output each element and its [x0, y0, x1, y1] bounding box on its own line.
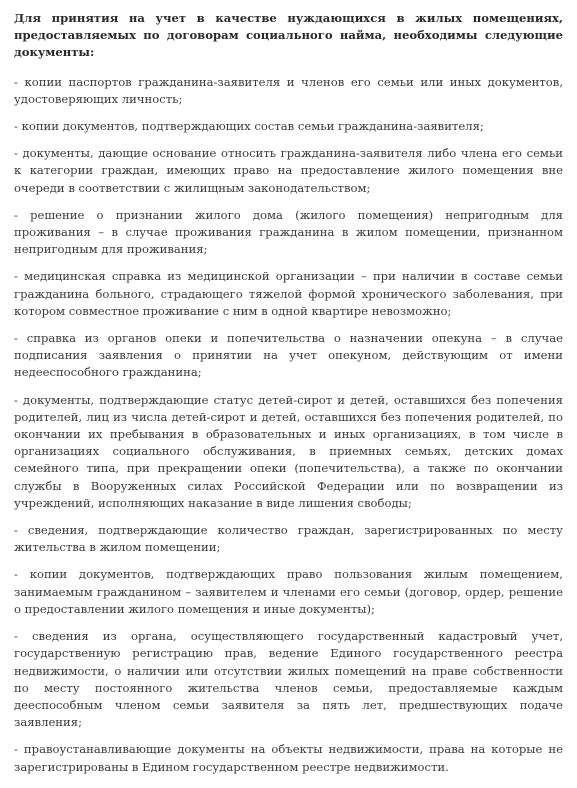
- separator: [14, 731, 563, 741]
- list-item: - правоустанавливающие документы на объекты недвижимости, права на которые не зарегистрированы в Едином государственном реестре недвижимости.: [14, 742, 563, 774]
- separator: [14, 108, 563, 118]
- separator: [14, 197, 563, 207]
- document-heading: Для принятия на учет в качестве нуждающихся в жилых помещениях, предоставляемых по договорам социального найма, необходимы следующие документы:: [14, 11, 563, 60]
- separator: [14, 556, 563, 566]
- separator: [14, 382, 563, 392]
- separator: [14, 64, 563, 74]
- separator: [14, 135, 563, 145]
- list-item: - копии паспортов гражданина-заявителя и членов его семьи или иных документов, удостоверяющих личность;: [14, 74, 563, 106]
- list-item: - сведения из органа, осуществляющего государственный кадастровый учет, государственную регистрацию прав, ведение Единого государственного реестра недвижимости, о наличии или отсутствии жилых помещений на праве собственности по месту постоянного жительства членов семьи, предоставляемые каждым дееспособным членом семьи заявителя за пять лет, предшествующих подаче заявления;: [14, 629, 563, 730]
- list-item: - сведения, подтверждающие количество граждан, зарегистрированных по месту жительства в жилом помещении;: [14, 523, 563, 555]
- list-item: - копии документов, подтверждающих право пользования жилым помещением, занимаемым гражданином – заявителем и членами его семьи (договор, ордер, решение о предоставлении жилого помещения и иные документы);: [14, 567, 563, 616]
- list-item: - решение о признании жилого дома (жилого помещения) непригодным для проживания – в случае проживания гражданина в жилом помещении, признанном непригодным для проживания;: [14, 207, 563, 257]
- list-item: - документы, дающие основание относить гражданина-заявителя либо члена его семьи к категории граждан, имеющих право на предоставление жилого помещения вне очереди в соответствии с жилищным законодательством;: [14, 146, 563, 195]
- separator: [14, 258, 563, 268]
- list-item: - документы, подтверждающие статус детей-сирот и детей, оставшихся без попечения родителей, лиц из числа детей-сирот и детей, оставшихся без попечения родителей, по окончании их пребывания в образовательных и иных организациях, в том числе в организациях социального обслуживания, в приемных семьях, детских домах семейного типа, при прекращении опеки (попечительства), а также по окончании службы в Вооруженных силах Российской Федерации или по возвращении из учреждений, исполняющих наказание в виде лишения свободы;: [14, 392, 563, 510]
- separator: [14, 618, 563, 628]
- separator: [14, 512, 563, 522]
- list-item: - медицинская справка из медицинской организации – при наличии в составе семьи гражданина больного, страдающего тяжелой формой хронического заболевания, при котором совместное проживание с ним в одной квартире невозможно;: [14, 269, 563, 318]
- separator: [14, 320, 563, 330]
- list-item: - копии документов, подтверждающих состав семьи гражданина-заявителя;: [14, 119, 484, 134]
- list-item: - справка из органов опеки и попечительства о назначении опекуна – в случае подписания заявления о принятии на учет опекуном, действующим от имени недееспособного гражданина;: [14, 331, 563, 380]
